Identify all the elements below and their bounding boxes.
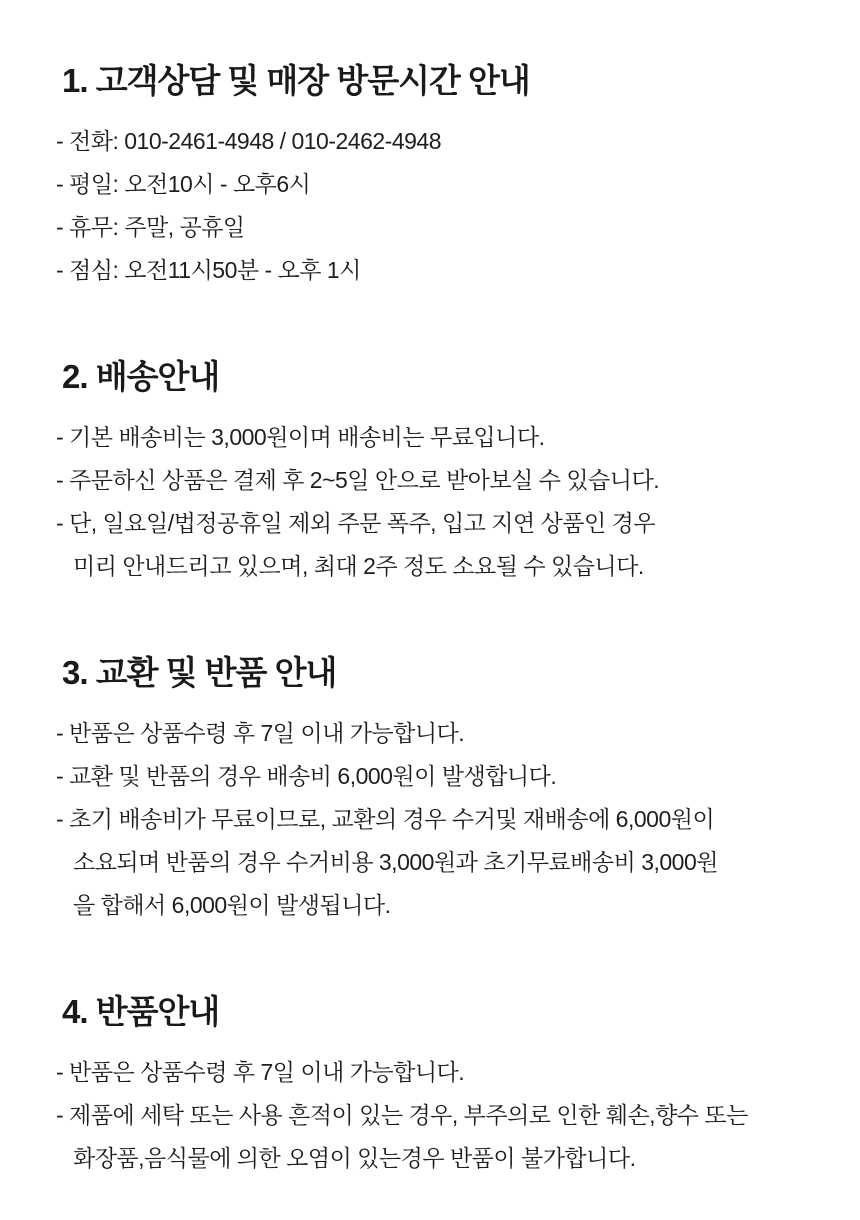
- policy-line: - 주문하신 상품은 결제 후 2~5일 안으로 받아보실 수 있습니다.: [56, 467, 660, 493]
- policy-line: - 기본 배송비는 3,000원이며 배송비는 무료입니다.: [56, 424, 545, 450]
- section-title-return: 4. 반품안내: [62, 993, 220, 1030]
- policy-line-continuation: 을 합해서 6,000원이 발생됩니다.: [73, 892, 391, 918]
- section-exchange-return: [56, 652, 832, 927]
- policy-line: - 단, 일요일/법정공휴일 제외 주문 폭주, 입고 지연 상품인 경우: [56, 510, 656, 536]
- policy-line: - 초기 배송비가 무료이므로, 교환의 경우 수거및 재배송에 6,000원이: [56, 806, 715, 832]
- policy-line-continuation: 미리 안내드리고 있으며, 최대 2주 정도 소요될 수 있습니다.: [73, 553, 644, 579]
- policy-line: - 평일: 오전10시 - 오후6시: [56, 171, 311, 197]
- section-title-shipping: 2. 배송안내: [62, 358, 220, 395]
- policy-line: - 전화: 010-2461-4948 / 010-2462-4948: [56, 128, 441, 154]
- policy-line: - 교환 및 반품의 경우 배송비 6,000원이 발생합니다.: [56, 763, 557, 789]
- policy-line: - 점심: 오전11시50분 - 오후 1시: [56, 257, 361, 283]
- policy-line-continuation: 소요되며 반품의 경우 수거비용 3,000원과 초기무료배송비 3,000원: [73, 849, 718, 875]
- section-store-hours: [56, 60, 832, 292]
- section-title-exchange-return: 3. 교환 및 반품 안내: [62, 654, 337, 691]
- policy-line: - 제품에 세탁 또는 사용 흔적이 있는 경우, 부주의로 인한 훼손,향수 또는: [56, 1102, 748, 1128]
- policy-line: - 반품은 상품수령 후 7일 이내 가능합니다.: [56, 720, 465, 746]
- policy-line-continuation: 화장품,음식물에 의한 오염이 있는경우 반품이 불가합니다.: [73, 1145, 636, 1171]
- policy-line: - 휴무: 주말, 공휴일: [56, 214, 245, 240]
- section-shipping: [56, 356, 832, 588]
- section-title-store-hours: 1. 고객상담 및 매장 방문시간 안내: [62, 62, 530, 99]
- section-return: [56, 991, 832, 1180]
- policy-line: - 반품은 상품수령 후 7일 이내 가능합니다.: [56, 1059, 465, 1085]
